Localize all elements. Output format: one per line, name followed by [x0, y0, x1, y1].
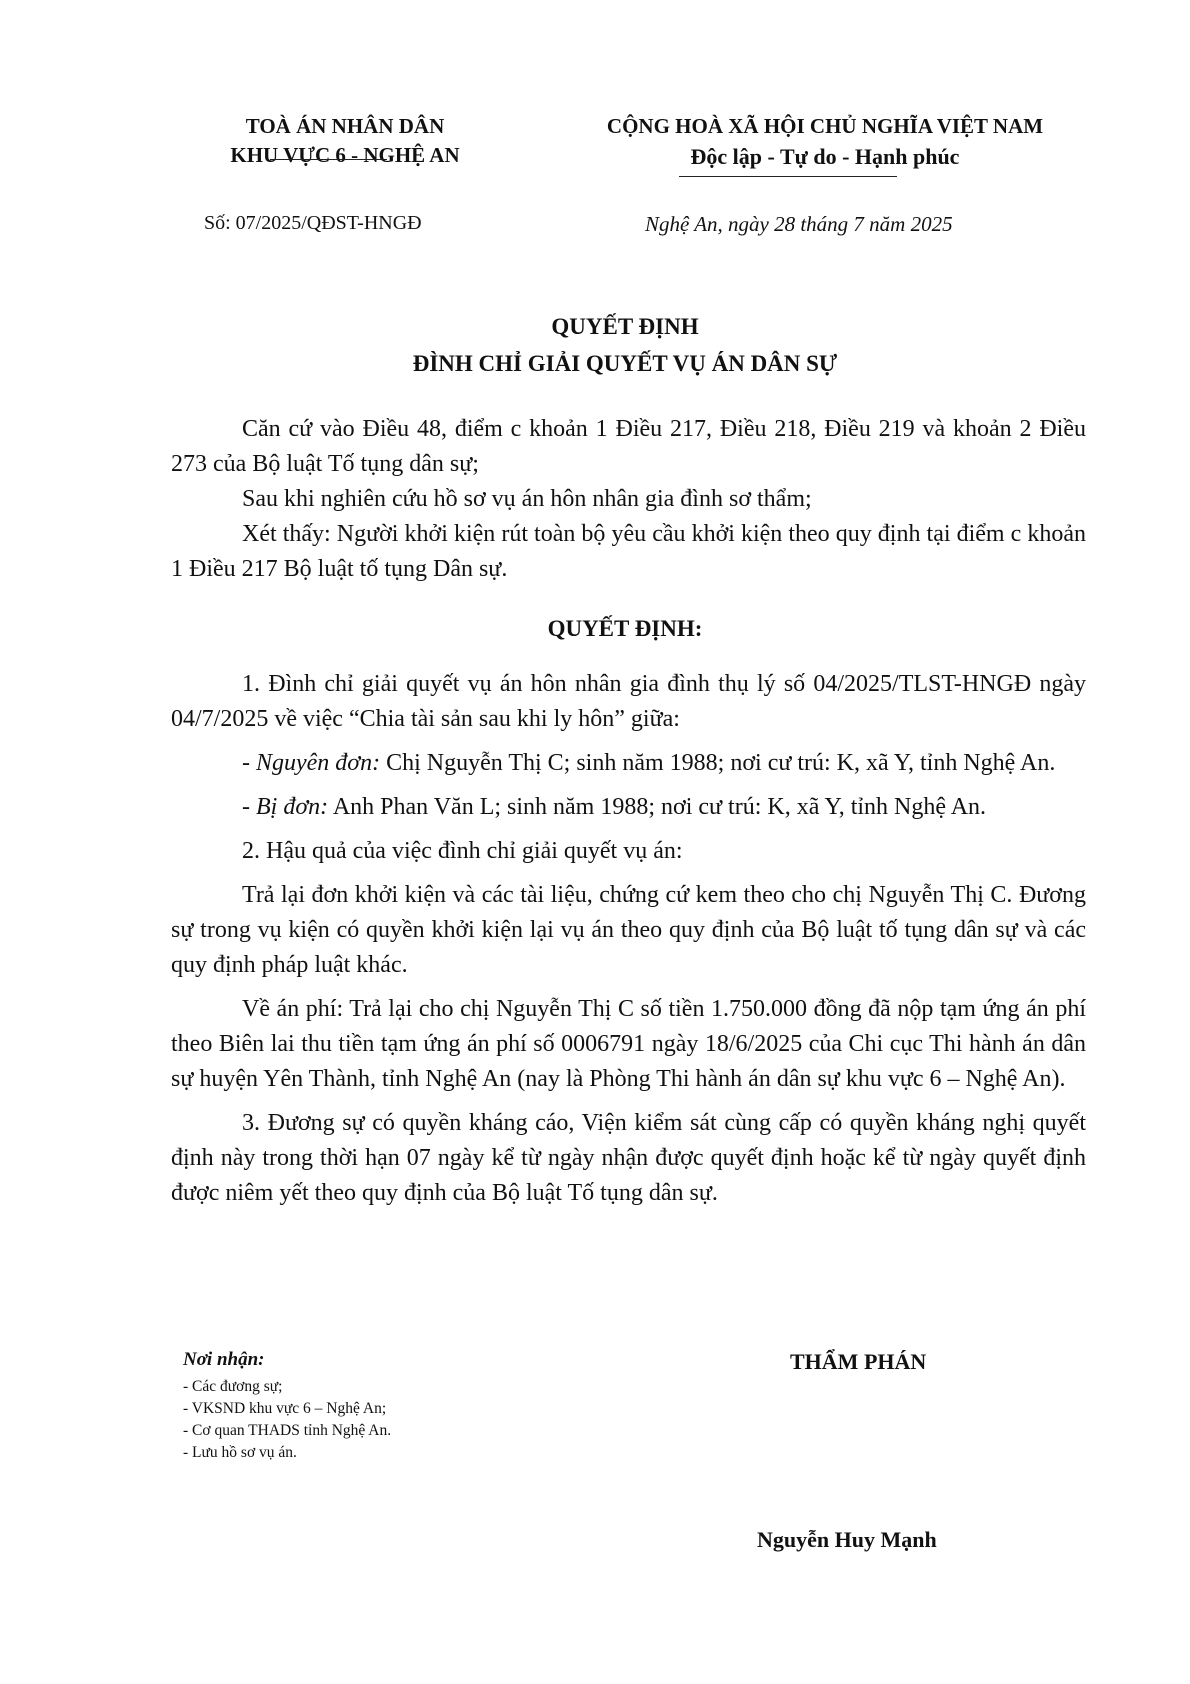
- decision-item-1: 1. Đình chỉ giải quyết vụ án hôn nhân gia đình thụ lý số 04/2025/TLST-HNGĐ ngày 04/7/2025 về việc “Chia tài sản sau khi ly hôn” giữa:: [171, 671, 1086, 732]
- document-number: Số: 07/2025/QĐST-HNGĐ: [204, 212, 422, 234]
- decision-item-2: 2. Hậu quả của việc đình chỉ giải quyết vụ án:: [242, 838, 683, 864]
- recipient-item: - Các đương sự;: [183, 1378, 283, 1395]
- document-subtitle: ĐÌNH CHỈ GIẢI QUYẾT VỤ ÁN DÂN SỰ: [412, 351, 838, 376]
- court-name-line2: KHU VỰC 6 - NGHỆ AN: [230, 143, 460, 167]
- issue-date: Nghệ An, ngày 28 tháng 7 năm 2025: [645, 212, 953, 236]
- court-name-line1: TOÀ ÁN NHÂN DÂN: [245, 114, 445, 138]
- decision-item-2-text: Trả lại đơn khởi kiện và các tài liệu, chứng cứ kem theo cho chị Nguyễn Thị C. Đương sự trong vụ kiện có quyền khởi kiện lại vụ án theo quy định của Bộ luật tố tụng dân sự và các quy định pháp luật khác.: [171, 882, 1086, 978]
- decision-heading: QUYẾT ĐỊNH:: [547, 616, 703, 641]
- plaintiff-paragraph: [171, 746, 1086, 781]
- motto-underline: [679, 176, 897, 177]
- defendant-label: - Bị đơn:: [242, 794, 329, 820]
- recipients-block: [183, 1349, 391, 1464]
- recipients-heading: Nơi nhận:: [183, 1349, 265, 1370]
- signer-name: Nguyễn Huy Mạnh: [757, 1527, 937, 1552]
- ground-paragraph: Căn cứ vào Điều 48, điểm c khoản 1 Điều 217, Điều 218, Điều 219 và khoản 2 Điều 273 của Bộ luật Tố tụng dân sự;: [171, 416, 1086, 477]
- document-title: QUYẾT ĐỊNH: [551, 314, 699, 339]
- decision-section: [171, 667, 1086, 1211]
- recipient-item: - Cơ quan THADS tỉnh Nghệ An.: [183, 1422, 392, 1439]
- court-name: [170, 112, 520, 170]
- court-fee-paragraph: Về án phí: Trả lại cho chị Nguyễn Thị C số tiền 1.750.000 đồng đã nộp tạm ứng án phí theo Biên lai thu tiền tạm ứng án phí số 0006791 ngày 18/6/2025 của Chi cục Thi hành án dân sự huyện Yên Thành, tỉnh Nghệ An (nay là Phòng Thi hành án dân sự khu vực 6 – Nghệ An).: [171, 996, 1086, 1092]
- plaintiff-label: - Nguyên đơn:: [242, 750, 381, 776]
- signer-title: THẨM PHÁN: [790, 1349, 927, 1374]
- national-motto: [555, 112, 1095, 173]
- state-name: CỘNG HOÀ XÃ HỘI CHỦ NGHĨA VIỆT NAM: [606, 114, 1044, 138]
- recipient-item: - Lưu hồ sơ vụ án.: [183, 1444, 297, 1461]
- plaintiff-text: Chị Nguyễn Thị C; sinh năm 1988; nơi cư trú: K, xã Y, tỉnh Nghệ An.: [386, 750, 1056, 776]
- motto: Độc lập - Tự do - Hạnh phúc: [690, 144, 960, 169]
- court-name-underline: [270, 159, 387, 160]
- ground-paragraph: Xét thấy: Người khởi kiện rút toàn bộ yêu cầu khởi kiện theo quy định tại điểm c khoản 1 Điều 217 Bộ luật tố tụng Dân sự.: [171, 521, 1086, 582]
- recipient-item: - VKSND khu vực 6 – Nghệ An;: [183, 1400, 387, 1417]
- grounds-section: [171, 412, 1086, 587]
- decision-item-3: 3. Đương sự có quyền kháng cáo, Viện kiểm sát cùng cấp có quyền kháng nghị quyết định này trong thời hạn 07 ngày kể từ ngày nhận được quyết định hoặc kể từ ngày quyết định được niêm yết theo quy định của Bộ luật Tố tụng dân sự.: [171, 1110, 1086, 1206]
- defendant-text: Anh Phan Văn L; sinh năm 1988; nơi cư trú: K, xã Y, tỉnh Nghệ An.: [332, 794, 987, 820]
- ground-paragraph: Sau khi nghiên cứu hồ sơ vụ án hôn nhân gia đình sơ thẩm;: [242, 486, 812, 512]
- defendant-paragraph: [171, 790, 1086, 825]
